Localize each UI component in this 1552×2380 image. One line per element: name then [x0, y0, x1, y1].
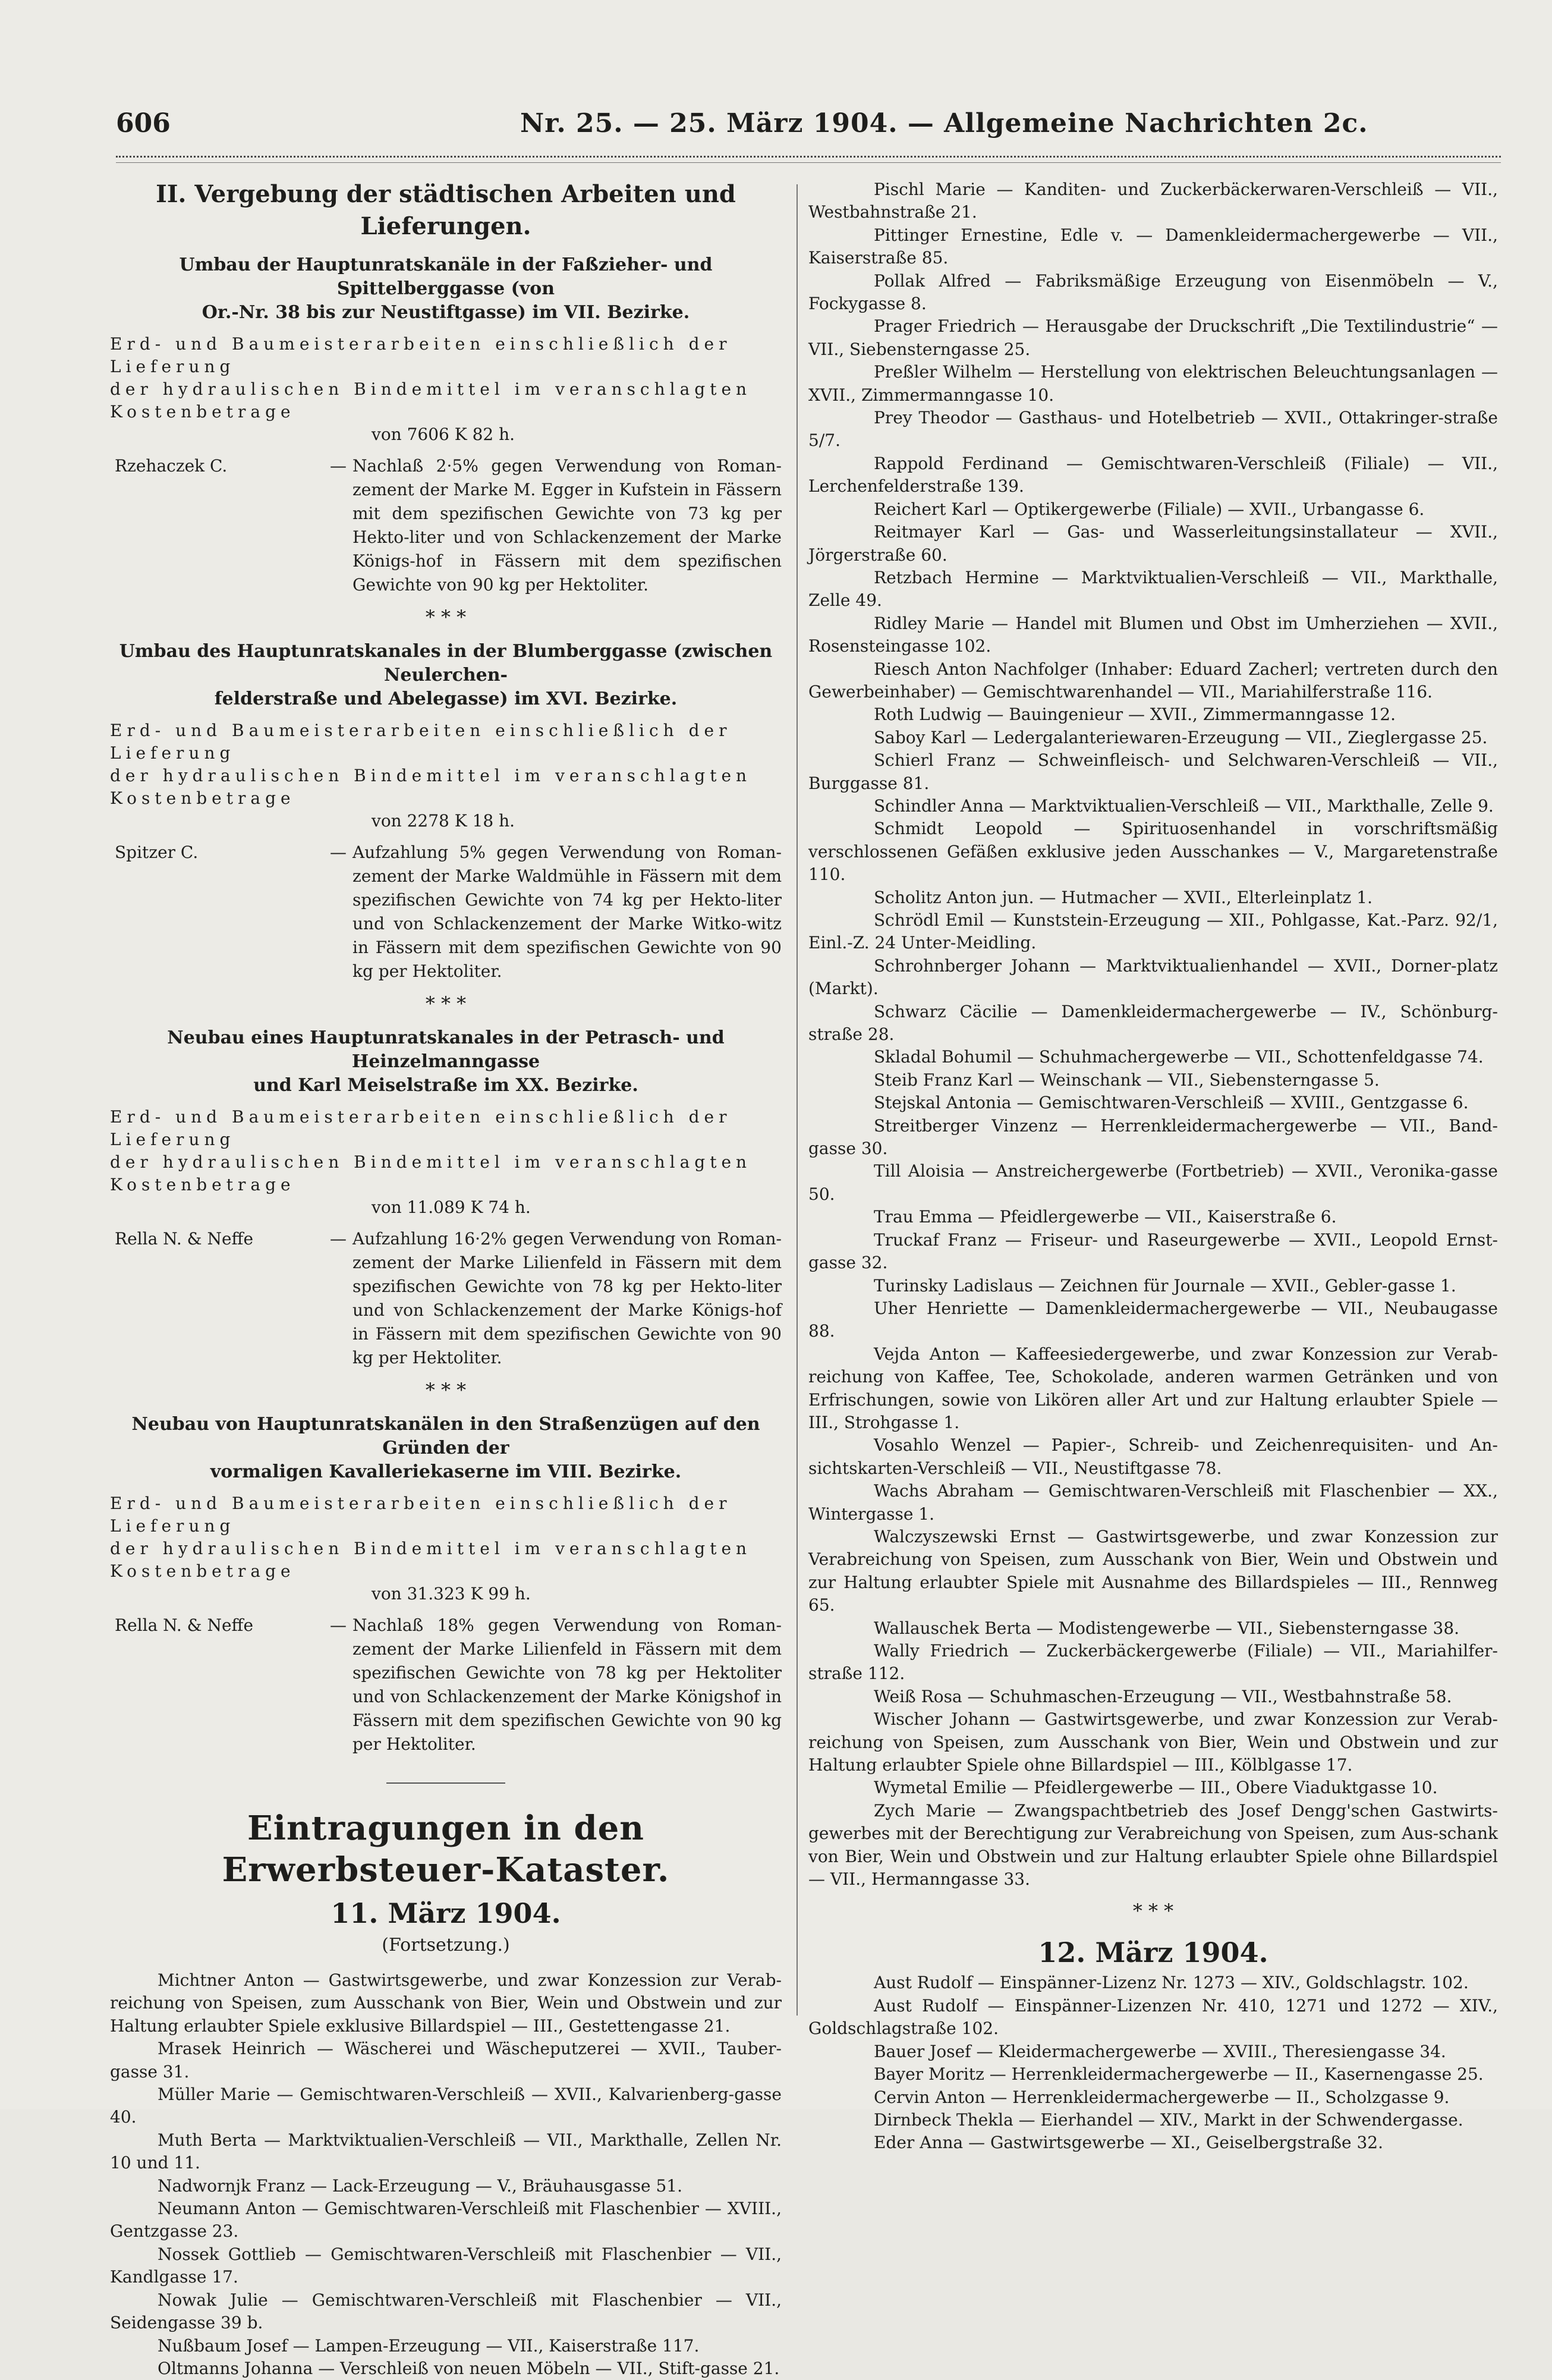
section-rule	[386, 1782, 505, 1784]
register-entry: Scholitz Anton jun. — Hutmacher — XVII., Elterleinplatz 1.	[874, 887, 1373, 907]
date-heading-2: 12. März 1904.	[1038, 1936, 1268, 1969]
bidder-name: Rzehaczek C.	[115, 456, 228, 476]
register-entry: Schrohnberger Johann — Marktviktualienhandel — XVII., Dorner-platz (Markt).	[808, 955, 1498, 999]
register-entry: Roth Ludwig — Bauingenieur — XVII., Zimmermanngasse 12.	[874, 705, 1396, 725]
right-entries-2	[808, 1972, 1498, 2154]
job-description: Erd- und Baumeisterarbeiten einschließlich der Lieferung	[110, 721, 732, 763]
bidder-name: Rella N. & Neffe	[115, 1229, 254, 1249]
register-entry: Stejskal Antonia — Gemischtwaren-Verschleiß — XVIII., Gentzgasse 6.	[874, 1093, 1469, 1113]
right-column	[808, 178, 1498, 2153]
register-entry: Nußbaum Josef — Lampen-Erzeugung — VII., Kaiserstraße 117.	[158, 2335, 700, 2356]
continuation-label: (Fortsetzung.)	[382, 1935, 510, 1955]
page-header	[116, 108, 1477, 144]
register-entry: Nadwornjk Franz — Lack-Erzeugung — V., Bräuhausgasse 51.	[158, 2175, 682, 2196]
register-entry: Weiß Rosa — Schuhmaschen-Erzeugung — VII., Westbahnstraße 58.	[874, 1686, 1452, 1706]
job-description: Erd- und Baumeisterarbeiten einschließlich der Lieferung	[110, 334, 732, 376]
bid-offer: Nachlaß 18% gegen Verwendung von Roman-zement der Marke Lilienfeld in Fässern mit dem spezifischen Gewichte von 78 kg per Hektoliter und von Schlackenzement der Marke Königshof in Fässern mit dem spezifischen Gewichte von 90 kg per Hektoliter.	[352, 1615, 782, 1754]
bid-row	[110, 454, 782, 597]
bid-dash: —	[330, 1229, 347, 1249]
job-block	[110, 253, 782, 627]
register-entry: Oltmanns Johanna — Verschleiß von neuen Möbeln — VII., Stift-gasse 21.	[158, 2358, 780, 2378]
register-entry: Eder Anna — Gastwirtsgewerbe — XI., Geiselbergstraße 32.	[874, 2133, 1384, 2153]
job-description: der hydraulischen Bindemittel im veranschlagten Kostenbetrage	[110, 379, 752, 422]
register-entry: Aust Rudolf — Einspänner-Lizenzen Nr. 410, 1271 und 1272 — XIV., Goldschlagstraße 102.	[808, 1995, 1498, 2039]
register-entry: Dirnbeck Thekla — Eierhandel — XIV., Markt in der Schwendergasse.	[874, 2109, 1463, 2130]
register-entry: Pollak Alfred — Fabriksmäßige Erzeugung von Eisenmöbeln — V., Fockygasse 8.	[808, 271, 1498, 314]
register-entry: Preßler Wilhelm — Herstellung von elektrischen Beleuchtungsanlagen — XVII., Zimmermanngasse 10.	[808, 362, 1498, 405]
register-entry: Cervin Anton — Herrenkleidermachergewerbe — II., Scholzgasse 9.	[874, 2087, 1450, 2107]
register-entry: Wachs Abraham — Gemischtwaren-Verschleiß mit Flaschenbier — XX., Wintergasse 1.	[808, 1481, 1498, 1524]
bid-offer: Aufzahlung 16·2% gegen Verwendung von Roman-zement der Marke Lilienfeld in Fässern mit dem spezifischen Gewichte von 78 kg per Hekto-liter und von Schlackenzement der Marke Königs-hof in Fässern mit dem spezifischen Gewichte von 90 kg per Hektoliter.	[352, 1229, 782, 1367]
register-entry: Aust Rudolf — Einspänner-Lizenz Nr. 1273 — XIV., Goldschlagstr. 102.	[874, 1973, 1469, 1993]
bid-dash: —	[330, 1615, 347, 1635]
jobs-list	[110, 253, 782, 1756]
register-entry: Müller Marie — Gemischtwaren-Verschleiß — XVII., Kalvarienberg-gasse 40.	[110, 2085, 782, 2127]
register-entry: Till Aloisia — Anstreichergewerbe (Fortbetrieb) — XVII., Veronika-gasse 50.	[808, 1161, 1498, 1204]
bid-row	[110, 1227, 782, 1370]
register-entry: Schrödl Emil — Kunststein-Erzeugung — XII., Pohlgasse, Kat.-Parz. 92/1, Einl.-Z. 24 Unter-Meidling.	[808, 910, 1498, 953]
register-entry: Bauer Josef — Kleidermachergewerbe — XVIII., Theresiengasse 34.	[874, 2041, 1446, 2061]
bid-offer: Aufzahlung 5% gegen Verwendung von Roman-zement der Marke Waldmühle in Fässern mit dem spezifischen Gewichte von 74 kg per Hekto-liter und von Schlackenzement der Marke Witko-witz in Fässern mit dem spezifischen Gewichte von 90 kg per Hektoliter.	[352, 842, 782, 981]
job-block	[110, 1413, 782, 1756]
register-entry: Prager Friedrich — Herausgabe der Druckschrift „Die Textilindustrie“ — VII., Siebensterngasse 25.	[808, 316, 1498, 359]
header-title: Nr. 25. — 25. März 1904. — Allgemeine Nachrichten 2c.	[520, 108, 1368, 139]
bid-row	[110, 841, 782, 983]
section-stars: * * *	[1132, 1900, 1174, 1923]
section-stars: * * *	[425, 1379, 467, 1401]
job-block	[110, 1026, 782, 1400]
register-entry: Streitberger Vinzenz — Herrenkleidermachergewerbe — VII., Band-gasse 30.	[808, 1115, 1498, 1159]
register-entry: Reichert Karl — Optikergewerbe (Filiale) — XVII., Urbangasse 6.	[874, 499, 1425, 519]
register-entry: Rappold Ferdinand — Gemischtwaren-Verschleiß (Filiale) — VII., Lerchenfelderstraße 139.	[808, 453, 1498, 496]
page-number: 606	[116, 108, 171, 139]
register-entry: Turinsky Ladislaus — Zeichnen für Journale — XVII., Gebler-gasse 1.	[874, 1275, 1456, 1296]
job-description: der hydraulischen Bindemittel im veranschlagten Kostenbetrage	[110, 766, 752, 808]
kataster-title: Eintragungen in den Erwerbsteuer-Kataster.	[222, 1809, 670, 1889]
section-title: II. Vergebung der städtischen Arbeiten und Lieferungen.	[156, 180, 736, 240]
job-description: Erd- und Baumeisterarbeiten einschließlich der Lieferung	[110, 1494, 732, 1536]
register-entry: Pittinger Ernestine, Edle v. — Damenkleidermachergewerbe — VII., Kaiserstraße 85.	[808, 225, 1498, 268]
register-entry: Nowak Julie — Gemischtwaren-Verschleiß mit Flaschenbier — VII., Seidengasse 39 b.	[110, 2290, 782, 2333]
register-entry: Saboy Karl — Ledergalanteriewaren-Erzeugung — VII., Zieglergasse 25.	[874, 727, 1488, 747]
job-cost: von 31.323 K 99 h.	[372, 1584, 531, 1604]
register-entry: Schwarz Cäcilie — Damenkleidermachergewerbe — IV., Schönburg-straße 28.	[808, 1001, 1498, 1045]
bidder-name: Spitzer C.	[115, 842, 199, 862]
register-entry: Zych Marie — Zwangspachtbetrieb des Josef Dengg'schen Gastwirts-gewerbes mit der Berechtigung zur Verabreichung von Speisen, zum Aus-schank von Bier, Wein und Obstwein und zur Haltung erlaubter Spiele ohne Billardspiel — VII., Hermanngasse 33.	[808, 1800, 1498, 1889]
bid-dash: —	[330, 456, 347, 476]
register-entry: Truckaf Franz — Friseur- und Raseurgewerbe — XVII., Leopold Ernst-gasse 32.	[808, 1230, 1498, 1273]
column-divider	[797, 184, 798, 2016]
bid-offer: Nachlaß 2·5% gegen Verwendung von Roman-zement der Marke M. Egger in Kufstein in Fässern mit dem spezifischen Gewichte von 73 kg per Hekto-liter und von Schlackenzement der Marke Königs-hof in Fässern mit dem spezifischen Gewichte von 90 kg per Hektoliter.	[352, 456, 782, 595]
bid-dash: —	[330, 842, 347, 862]
register-entry: Trau Emma — Pfeidlergewerbe — VII., Kaiserstraße 6.	[874, 1207, 1337, 1227]
register-entry: Schindler Anna — Marktviktualien-Verschleiß — VII., Markthalle, Zelle 9.	[874, 796, 1494, 816]
left-column	[110, 178, 782, 2378]
register-entry: Retzbach Hermine — Marktviktualien-Verschleiß — VII., Markthalle, Zelle 49.	[808, 567, 1498, 611]
register-entry: Skladal Bohumil — Schuhmachergewerbe — VII., Schottenfeldgasse 74.	[874, 1047, 1484, 1067]
section-stars: * * *	[425, 992, 467, 1015]
job-description: der hydraulischen Bindemittel im veranschlagten Kostenbetrage	[110, 1152, 752, 1194]
register-entry: Wymetal Emilie — Pfeidlergewerbe — III., Obere Viaduktgasse 10.	[874, 1778, 1438, 1798]
bid-row	[110, 1614, 782, 1756]
register-entry: Steib Franz Karl — Weinschank — VII., Siebensterngasse 5.	[874, 1070, 1380, 1090]
job-title: Umbau des Hauptunratskanales in der Blumberggasse (zwischen Neulerchen- felderstraße und Abelegasse) im XVI. Bezirke.	[119, 641, 773, 709]
register-entry: Riesch Anton Nachfolger (Inhaber: Eduard Zacherl; vertreten durch den Gewerbeinhaber) — Gemischtwarenhandel — VII., Mariahilferstraße 116.	[808, 659, 1498, 702]
register-entry: Schmidt Leopold — Spirituosenhandel in vorschriftsmäßig verschlossenen Gefäßen exklusive jeden Ausschankes — V., Margaretenstraße 110.	[808, 819, 1498, 885]
job-block	[110, 640, 782, 1013]
register-entry: Mrasek Heinrich — Wäscherei und Wäscheputzerei — XVII., Tauber-gasse 31.	[110, 2039, 782, 2082]
job-description: der hydraulischen Bindemittel im veranschlagten Kostenbetrage	[110, 1539, 752, 1581]
register-entry: Vejda Anton — Kaffeesiedergewerbe, und zwar Konzession zur Verab-reichung von Kaffee, Tee, Schokolade, anderen warmen Getränken und von Erfrischungen, sowie von Likören aller Art und zur Haltung erlaubter Spiele — III., Strohgasse 1.	[808, 1344, 1498, 1432]
job-title: Neubau von Hauptunratskanälen in den Straßenzügen auf den Gründen der vormaligen Kavalleriekaserne im VIII. Bezirke.	[131, 1414, 760, 1482]
register-entry: Muth Berta — Marktviktualien-Verschleiß — VII., Markthalle, Zellen Nr. 10 und 11.	[110, 2130, 782, 2173]
date-heading: 11. März 1904.	[330, 1897, 561, 1929]
register-entry: Walczyszewski Ernst — Gastwirtsgewerbe, und zwar Konzession zur Verabreichung von Speisen, zum Ausschank von Bier, Wein und Obstwein und zur Haltung erlaubter Spiele mit Ausnahme des Billardspieles — III., Rennweg 65.	[808, 1526, 1498, 1615]
right-entries	[808, 178, 1498, 1891]
job-cost: von 11.089 K 74 h.	[372, 1197, 531, 1217]
job-cost: von 2278 K 18 h.	[372, 811, 515, 831]
register-entry: Michtner Anton — Gastwirtsgewerbe, und zwar Konzession zur Verab-reichung von Speisen, zum Ausschank von Bier, Wein und Obstwein und zur Haltung erlaubter Spiele exklusive Billardspiel — III., Gestettengasse 21.	[110, 1970, 782, 2036]
register-entry: Nossek Gottlieb — Gemischtwaren-Verschleiß mit Flaschenbier — VII., Kandlgasse 17.	[110, 2244, 782, 2287]
register-entry: Vosahlo Wenzel — Papier-, Schreib- und Zeichenrequisiten- und An-sichtskarten-Verschleiß — VII., Neustiftgasse 78.	[808, 1435, 1498, 1478]
left-entries	[110, 1969, 782, 2380]
header-rule	[116, 156, 1501, 163]
register-entry: Wischer Johann — Gastwirtsgewerbe, und zwar Konzession zur Verab-reichung von Speisen, zum Ausschank von Bier, Wein und Obstwein und zur Haltung erlaubter Spiele ohne Billardspiel — III., Kölblgasse 17.	[808, 1709, 1498, 1775]
job-title: Umbau der Hauptunratskanäle in der Faßzieher- und Spittelberggasse (von Or.-Nr. 38 bis zur Neustiftgasse) im VII. Bezirke.	[179, 254, 713, 323]
register-entry: Bayer Moritz — Herrenkleidermachergewerbe — II., Kasernengasse 25.	[874, 2064, 1484, 2085]
job-title: Neubau eines Hauptunratskanales in der Petrasch- und Heinzelmanngasse und Karl Meiselstraße im XX. Bezirke.	[167, 1027, 725, 1096]
register-entry: Prey Theodor — Gasthaus- und Hotelbetrieb — XVII., Ottakringer-straße 5/7.	[808, 408, 1498, 451]
register-entry: Uher Henriette — Damenkleidermachergewerbe — VII., Neubaugasse 88.	[808, 1298, 1498, 1341]
register-entry: Reitmayer Karl — Gas- und Wasserleitungsinstallateur — XVII., Jörgerstraße 60.	[808, 522, 1498, 565]
job-cost: von 7606 K 82 h.	[372, 425, 515, 444]
register-entry: Neumann Anton — Gemischtwaren-Verschleiß mit Flaschenbier — XVIII., Gentzgasse 23.	[110, 2199, 782, 2241]
register-entry: Ridley Marie — Handel mit Blumen und Obst im Umherziehen — XVII., Rosensteingasse 102.	[808, 613, 1498, 656]
register-entry: Pischl Marie — Kanditen- und Zuckerbäckerwaren-Verschleiß — VII., Westbahnstraße 21.	[808, 180, 1498, 222]
bidder-name: Rella N. & Neffe	[115, 1615, 254, 1635]
job-description: Erd- und Baumeisterarbeiten einschließlich der Lieferung	[110, 1107, 732, 1149]
register-entry: Schierl Franz — Schweinfleisch- und Selchwaren-Verschleiß — VII., Burggasse 81.	[808, 750, 1498, 793]
register-entry: Wally Friedrich — Zuckerbäckergewerbe (Filiale) — VII., Mariahilfer-straße 112.	[808, 1641, 1498, 1684]
section-stars: * * *	[425, 606, 467, 628]
register-entry: Wallauschek Berta — Modistengewerbe — VII., Siebensterngasse 38.	[874, 1618, 1460, 1638]
